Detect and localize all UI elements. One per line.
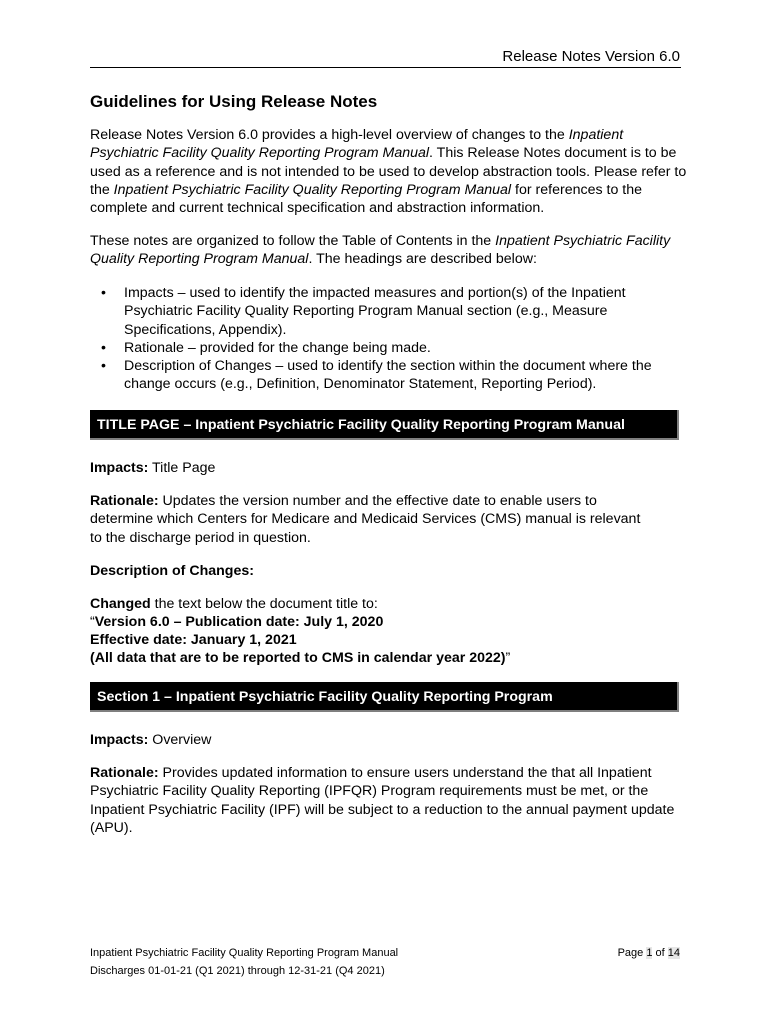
title-page-impacts (90, 459, 700, 477)
bullet-icon: • (101, 285, 106, 301)
bullet-icon: • (101, 358, 106, 375)
list-item (90, 339, 690, 357)
p2-text-c: . The headings are described below: (308, 251, 537, 268)
rationale-value: Provides updated information to ensure users understand the that all Inpatient Psychiatric Facility Quality Reporting (IPFQR) Program requirements must be met, or the Inpatient Psychiatric Facility (IPF) will be subject to a reduction to the annual payment update (APU). (90, 765, 675, 836)
p1-text-a: Release Notes Version 6.0 provides a high-level overview of changes to the (90, 127, 569, 143)
running-header: Release Notes Version 6.0 (502, 48, 680, 65)
rationale-value: Updates the version number and the effective date to enable users to determine which Centers for Medicare and Medicaid Services (CMS) manual is relevant to the discharge period in question. (90, 493, 641, 546)
data-line-text: (All data that are to be reported to CMS in calendar year 2022) (90, 650, 506, 666)
page-current: 1 (646, 947, 653, 959)
header-rule (90, 67, 681, 68)
page-number (618, 944, 680, 962)
impacts-value: Overview (148, 732, 212, 748)
p2-text-a: These notes are organized to follow the Table of Contents in the (90, 233, 496, 249)
p2-manual-title: Inpatient Psychiatric Facility Quality Reporting Program Manual (90, 233, 671, 268)
page-total: 14 (667, 947, 680, 959)
guidelines-paragraph-2 (90, 232, 695, 269)
rationale-label: Rationale: (90, 493, 159, 509)
p1-text-e: for references to the complete and current technical specification and abstraction information. (90, 181, 643, 217)
footer-manual-title: Inpatient Psychiatric Facility Quality Reporting Program Manual (90, 947, 399, 959)
footer-discharge-range: Discharges 01-01-21 (Q1 2021) through 12-31-21 (Q4 2021) (90, 965, 385, 977)
data-reporting-line (90, 649, 700, 667)
page-prefix: Page (617, 947, 647, 959)
section-1-impacts (90, 731, 700, 749)
impacts-label: Impacts: (90, 460, 149, 476)
section-1-rationale (90, 764, 680, 837)
effective-date-line: Effective date: January 1, 2021 (90, 632, 297, 648)
version-line (90, 613, 700, 631)
impacts-label: Impacts: (90, 732, 149, 748)
rationale-label: Rationale: (90, 765, 159, 781)
bullet-icon: • (101, 339, 106, 356)
guidelines-heading: Guidelines for Using Release Notes (90, 92, 378, 111)
p1-manual-title-2: Inpatient Psychiatric Facility Quality Reporting Program Manual (113, 181, 512, 198)
changed-value: the text below the document title to: (150, 596, 378, 612)
p1-text-c: . This Release Notes document is to be used as a reference and is not intended to be used to develop abstraction tools. Please refer to the (90, 145, 687, 198)
bullet-text: Description of Changes – used to identify the section within the document where the change occurs (e.g., Definition, Denominator Statement, Reporting Period). (124, 358, 652, 393)
page-sep: of (652, 947, 668, 959)
p1-manual-title: Inpatient Psychiatric Facility Quality Reporting Program Manual (90, 127, 624, 162)
footer-left (90, 944, 398, 980)
title-page-rationale (90, 492, 650, 547)
headings-bullet-list (90, 284, 690, 394)
impacts-value: Title Page (148, 460, 216, 476)
bullet-text: Impacts – used to identify the impacted measures and portion(s) of the Inpatient Psychiatric Facility Quality Reporting Program Manual section (e.g., Measure Specifications, Appendix). (124, 285, 626, 338)
guidelines-paragraph-1 (90, 126, 695, 217)
open-quote: “ (90, 614, 95, 630)
section-1-heading: Section 1 – Inpatient Psychiatric Facility Quality Reporting Program (90, 682, 679, 712)
bullet-text: Rationale – provided for the change being made. (124, 339, 431, 356)
title-page-section-heading: TITLE PAGE – Inpatient Psychiatric Facility Quality Reporting Program Manual (90, 410, 679, 440)
changed-label: Changed (90, 596, 151, 612)
version-text: Version 6.0 – Publication date: July 1, 2020 (94, 614, 384, 630)
close-quote: ” (505, 650, 511, 666)
changed-line (90, 595, 700, 613)
list-item (90, 284, 690, 339)
description-of-changes-label: Description of Changes: (90, 563, 254, 579)
list-item (90, 357, 690, 394)
